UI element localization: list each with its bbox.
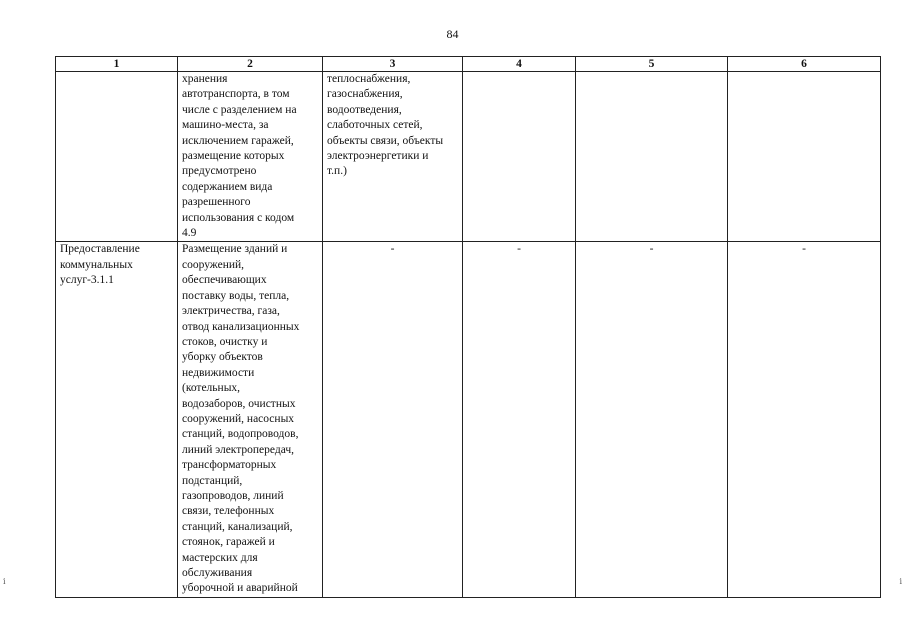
table-row — [56, 242, 881, 597]
table-row — [56, 72, 881, 242]
cell-land-use-name — [56, 72, 178, 242]
cell-land-use-name: Предоставление коммунальных услуг-3.1.1 — [56, 242, 178, 597]
cell-col3: - — [323, 242, 463, 597]
cell-col4 — [463, 72, 576, 242]
left-edge-mark: ⅰ — [3, 577, 6, 586]
cell-col5: - — [576, 242, 728, 597]
column-header-5: 5 — [576, 57, 728, 72]
page-number: 84 — [446, 27, 459, 41]
cell-description: хранения автотранспорта, в том числе с разделением на машино-места, за исключением гаражей, размещение которых предусмотрено содержанием вида разрешенного использования с кодом 4.9 — [178, 72, 323, 242]
column-header-3: 3 — [323, 57, 463, 72]
column-header-2: 2 — [178, 57, 323, 72]
cell-col3: теплоснабжения, газоснабжения, водоотведения, слаботочных сетей, объекты связи, объекты электроэнергетики и т.п.) — [323, 72, 463, 242]
cell-col6: - — [728, 242, 881, 597]
table-header-row — [56, 57, 881, 72]
cell-col4: - — [463, 242, 576, 597]
cell-col5 — [576, 72, 728, 242]
land-use-table — [55, 56, 881, 598]
column-header-1: 1 — [56, 57, 178, 72]
cell-col6 — [728, 72, 881, 242]
right-edge-mark: ⅰ — [899, 577, 902, 586]
column-header-6: 6 — [728, 57, 881, 72]
column-header-4: 4 — [463, 57, 576, 72]
cell-description: Размещение зданий и сооружений, обеспечивающих поставку воды, тепла, электричества, газа, отвод канализационных стоков, очистку и уборку объектов недвижимости (котельных, водозаборов, очистных сооружений, насосных станций, водопроводов, линий электропередач, трансформаторных подстанций, газопроводов, линий связи, телефонных станций, канализаций, стоянок, гаражей и мастерских для обслуживания уборочной и аварийной — [178, 242, 323, 597]
